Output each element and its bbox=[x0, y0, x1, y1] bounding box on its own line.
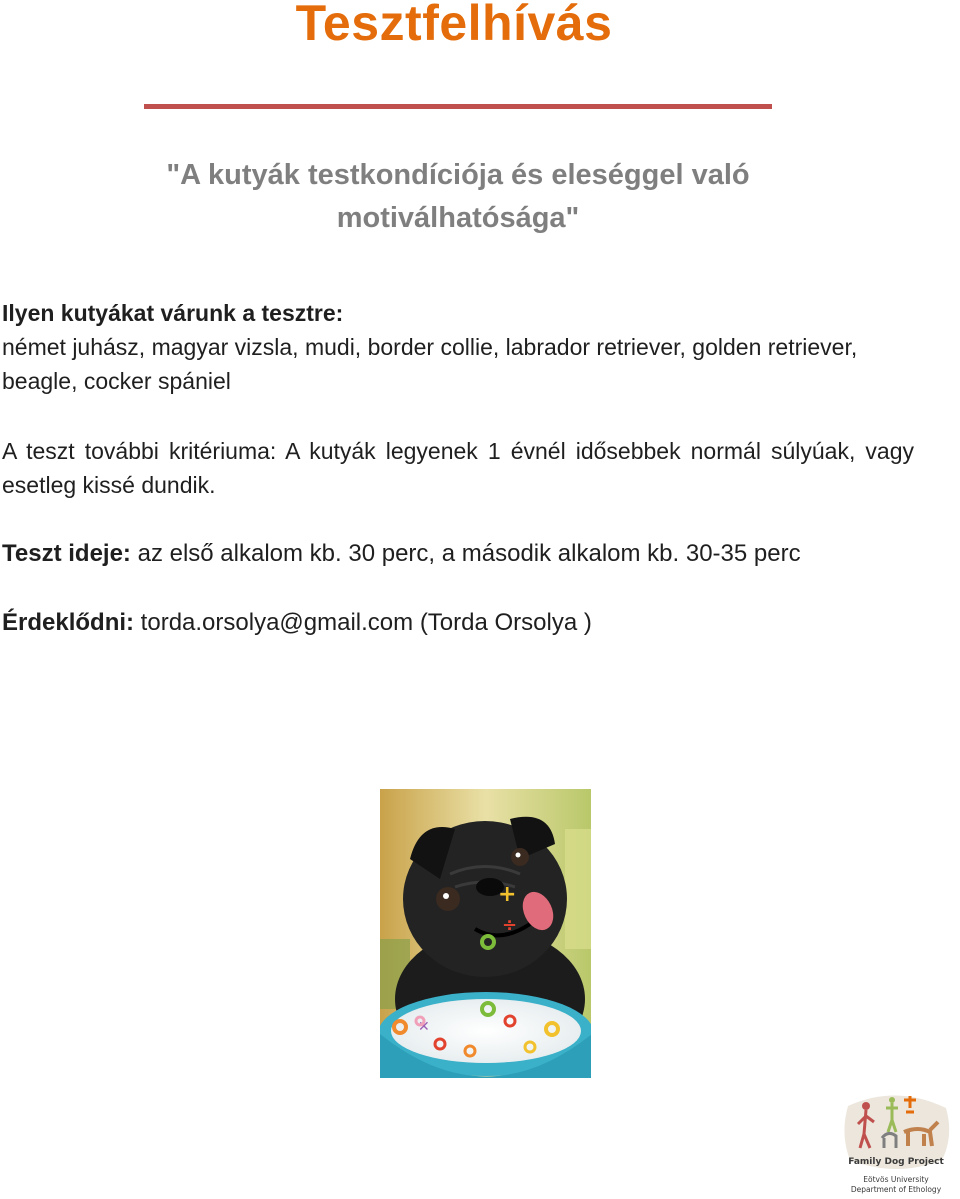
criteria-paragraph: A teszt további kritériuma: A kutyák legyenek 1 évnél idősebbek normál súlyúak, vagy esetleg kissé dundik. bbox=[2, 438, 914, 498]
page-title: Tesztfelhívás bbox=[295, 0, 613, 51]
contact-label: Érdeklődni: bbox=[2, 609, 135, 636]
subtitle-line-1: "A kutyák testkondíciója és eleséggel való bbox=[166, 159, 750, 191]
pug-photo bbox=[380, 789, 591, 1078]
subtitle bbox=[0, 154, 916, 240]
logo-line-2: Department of Ethology bbox=[850, 1185, 942, 1194]
family-dog-project-logo bbox=[838, 1086, 954, 1196]
contact-line bbox=[2, 606, 914, 640]
breeds-list: német juhász, magyar vizsla, mudi, border collie, labrador retriever, golden retriever, beagle, cocker spániel bbox=[2, 334, 858, 394]
duration-value: az első alkalom kb. 30 perc, a második alkalom kb. 30-35 perc bbox=[130, 540, 801, 567]
svg-text:✕: ✕ bbox=[418, 1019, 430, 1035]
title-divider bbox=[144, 104, 772, 109]
breeds-heading: Ilyen kutyákat várunk a tesztre: bbox=[2, 300, 344, 326]
subtitle-line-2: motiválhatósága" bbox=[336, 202, 580, 234]
duration-line bbox=[2, 537, 914, 571]
svg-text:÷: ÷ bbox=[502, 915, 518, 936]
duration-label: Teszt ideje: bbox=[2, 540, 131, 567]
logo-name: Family Dog Project bbox=[848, 1157, 944, 1167]
logo-line-1: Eötvös University bbox=[863, 1175, 929, 1184]
contact-email: torda.orsolya@gmail.com (Torda Orsolya ) bbox=[134, 609, 592, 636]
breeds-section bbox=[2, 296, 914, 398]
svg-text:+: + bbox=[498, 882, 517, 907]
